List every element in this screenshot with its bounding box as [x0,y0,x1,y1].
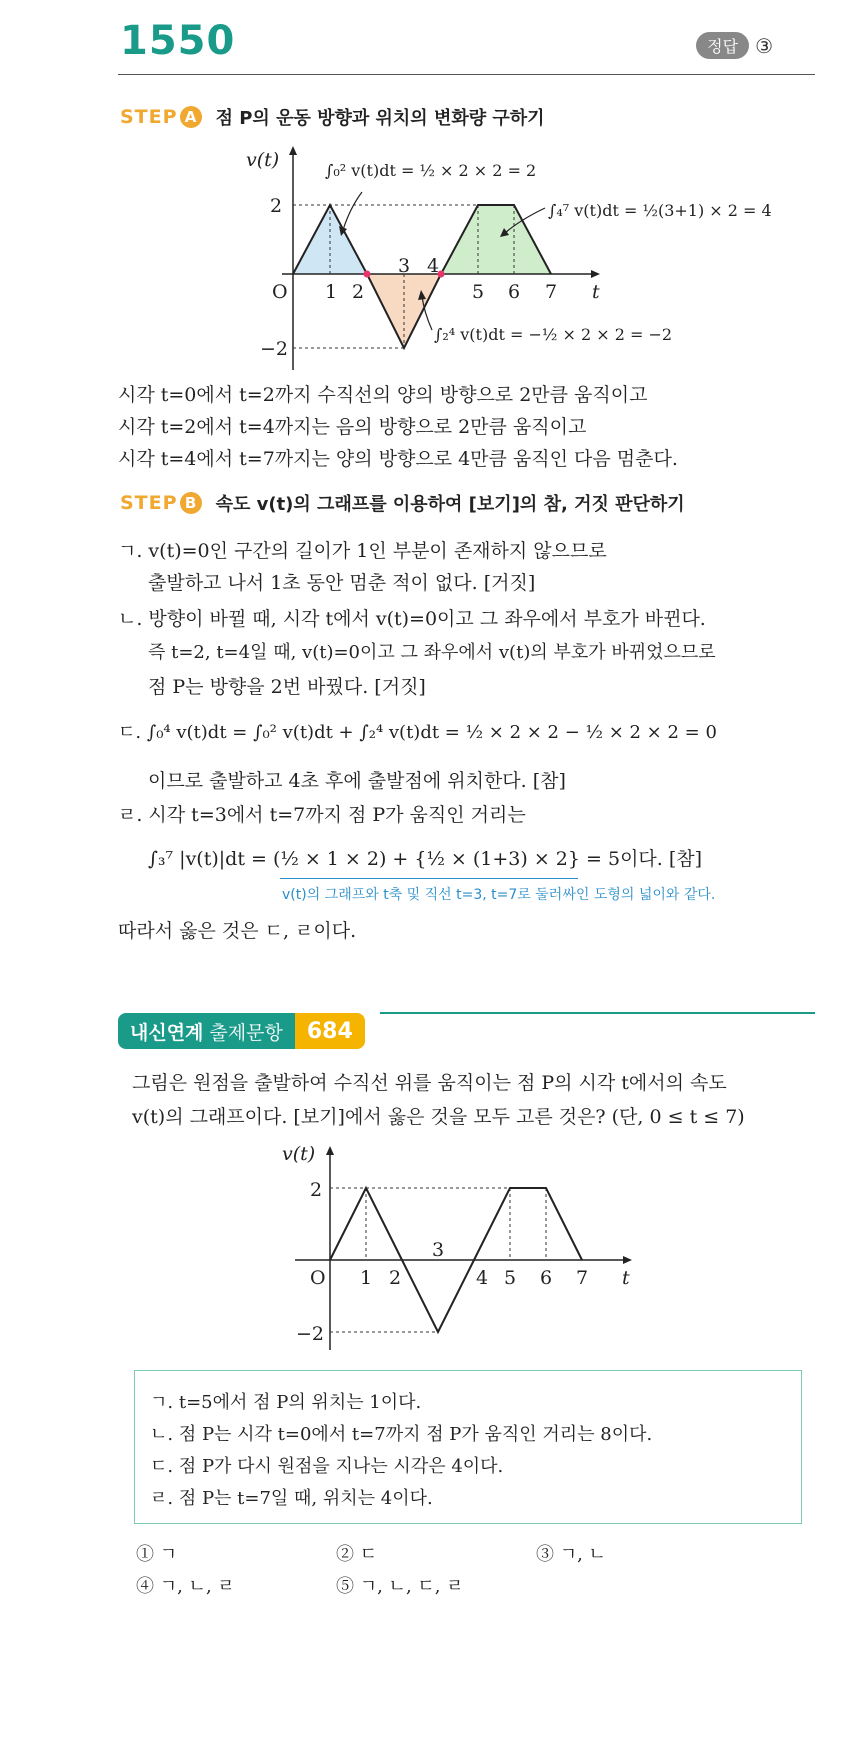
bogi-item-d: ㄷ. 점 P가 다시 원점을 지나는 시각은 4이다. [150,1456,504,1477]
choice-3[interactable]: ③ ㄱ, ㄴ [536,1544,606,1565]
graph1-xtick-2: 2 [352,281,365,303]
step-b-d-line-1: ㄷ. ∫₀⁴ v(t)dt = ∫₀² v(t)dt + ∫₂⁴ v(t)dt = ½ × 2 × 2 − ½ × 2 × 2 = 0 [118,722,717,743]
step-a-line-2: 시각 t=2에서 t=4까지는 음의 방향으로 2만큼 움직이고 [118,416,587,438]
graph1-xtick-6: 6 [508,281,521,303]
step-a-line-3: 시각 t=4에서 t=7까지는 양의 방향으로 4만큼 움직인 다음 멈춘다. [118,448,678,470]
pointer-arrow-1 [343,192,362,230]
graph2-xtick-6: 6 [540,1267,553,1289]
graph2-xtick-4: 4 [476,1267,489,1289]
g2-y-axis-arrow [326,1146,334,1155]
step-a-letter: A [180,106,202,128]
y-axis-arrow [289,146,297,155]
graph2-ytick-2: 2 [310,1179,323,1201]
zero-dot-t2 [364,271,371,278]
step-b-letter: B [180,492,202,514]
step-a-label: STEP [120,106,178,128]
r-note-underline [280,878,578,879]
graph1-xtick-1: 1 [325,281,338,303]
step-b-conclusion: 따라서 옳은 것은 ㄷ, ㄹ이다. [118,920,357,942]
graph1-ytick-2: 2 [270,195,283,217]
section-title [118,1013,295,1049]
graph2-ylabel: v(t) [282,1143,316,1165]
graph1-origin: O [272,281,288,303]
bogi-item-n: ㄴ. 점 P는 시각 t=0에서 t=7까지 점 P가 움직인 거리는 8이다. [150,1424,653,1445]
answer-label: 정답 [696,32,749,59]
graph1-ytick-neg2: −2 [260,338,289,360]
graph2-xtick-7: 7 [576,1267,589,1289]
graph1-xtick-4: 4 [427,255,440,277]
section-title-bold: 내신연계 [130,1021,204,1044]
step-b-r-note: v(t)의 그래프와 t축 및 직선 t=3, t=7로 둘러싸인 도형의 넓이와 같다. [282,887,716,903]
graph1-xtick-5: 5 [472,281,485,303]
choice-1[interactable]: ① ㄱ [136,1544,178,1565]
graph2-origin: O [310,1267,326,1289]
graph1-annotation-2: ∫₄⁷ v(t)dt = ½(3+1) × 2 = 4 [548,201,772,220]
step-b-n-line-1: ㄴ. 방향이 바뀔 때, 시각 t에서 v(t)=0이고 그 좌우에서 부호가 바뀐다. [118,608,706,630]
step-b-heading [120,490,685,516]
graph2-xtick-2: 2 [389,1267,402,1289]
bogi-item-g: ㄱ. t=5에서 점 P의 위치는 1이다. [150,1392,422,1413]
graph2-ytick-neg2: −2 [296,1323,325,1345]
velocity-graph-1 [0,0,843,380]
x-axis-arrow [591,270,600,278]
graph1-ylabel: v(t) [246,149,280,171]
graph1-annotation-1: ∫₀² v(t)dt = ½ × 2 × 2 = 2 [325,161,537,180]
step-b-n-line-3: 점 P는 방향을 2번 바꿨다. [거짓] [148,676,426,698]
graph1-annotation-3: ∫₂⁴ v(t)dt = −½ × 2 × 2 = −2 [434,325,673,344]
region-0-2 [293,205,367,274]
step-b-n-line-2: 즉 t=2, t=4일 때, v(t)=0이고 그 좌우에서 v(t)의 부호가 바뀌었으므로 [148,642,716,663]
step-b-label: STEP [120,492,178,514]
choice-5[interactable]: ⑤ ㄱ, ㄴ, ㄷ, ㄹ [336,1576,464,1597]
step-b-r-line-2: ∫₃⁷ |v(t)|dt = (½ × 1 × 2) + {½ × (1+3) × 2} = 5이다. [참] [148,848,703,870]
problem-number: 1550 [120,18,236,64]
section-number: 684 [295,1013,365,1049]
graph2-xtick-5: 5 [504,1267,517,1289]
graph2-xtick-3: 3 [432,1239,445,1261]
velocity-graph-2 [0,1130,843,1360]
bogi-item-r: ㄹ. 점 P는 t=7일 때, 위치는 4이다. [150,1488,433,1509]
step-b-d-line-2: 이므로 출발하고 4초 후에 출발점에 위치한다. [참] [148,770,566,792]
section-title-rest: 출제문항 [209,1021,283,1044]
graph2-xtick-1: 1 [360,1267,373,1289]
g2-x-axis-arrow [623,1256,632,1264]
step-a-line-1: 시각 t=0에서 t=2까지 수직선의 양의 방향으로 2만큼 움직이고 [118,384,648,406]
step-b-g-line-2: 출발하고 나서 1초 동안 멈춘 적이 없다. [거짓] [148,572,536,594]
graph2-xlabel: t [622,1267,630,1289]
answer-value: ③ [755,33,773,58]
step-b-r-line-1: ㄹ. 시각 t=3에서 t=7까지 점 P가 움직인 거리는 [118,804,526,826]
step-a-title: 점 P의 운동 방향과 위치의 변화량 구하기 [215,108,545,129]
graph1-xtick-7: 7 [545,281,558,303]
graph1-xtick-3: 3 [398,255,411,277]
section-header [118,1013,365,1049]
choice-2[interactable]: ② ㄷ [336,1544,378,1565]
graph1-xlabel: t [592,281,600,303]
problem-line-1: 그림은 원점을 출발하여 수직선 위를 움직이는 점 P의 시각 t에서의 속도 [132,1072,727,1094]
problem-line-2: v(t)의 그래프이다. [보기]에서 옳은 것을 모두 고른 것은? (단, 0 ≤ t ≤ 7) [132,1106,745,1128]
region-4-7 [441,205,551,274]
choice-4[interactable]: ④ ㄱ, ㄴ, ㄹ [136,1576,235,1597]
section-rule [380,1012,815,1014]
step-b-g-line-1: ㄱ. v(t)=0인 구간의 길이가 1인 부분이 존재하지 않으므로 [118,540,607,562]
step-b-title: 속도 v(t)의 그래프를 이용하여 [보기]의 참, 거짓 판단하기 [215,494,685,515]
